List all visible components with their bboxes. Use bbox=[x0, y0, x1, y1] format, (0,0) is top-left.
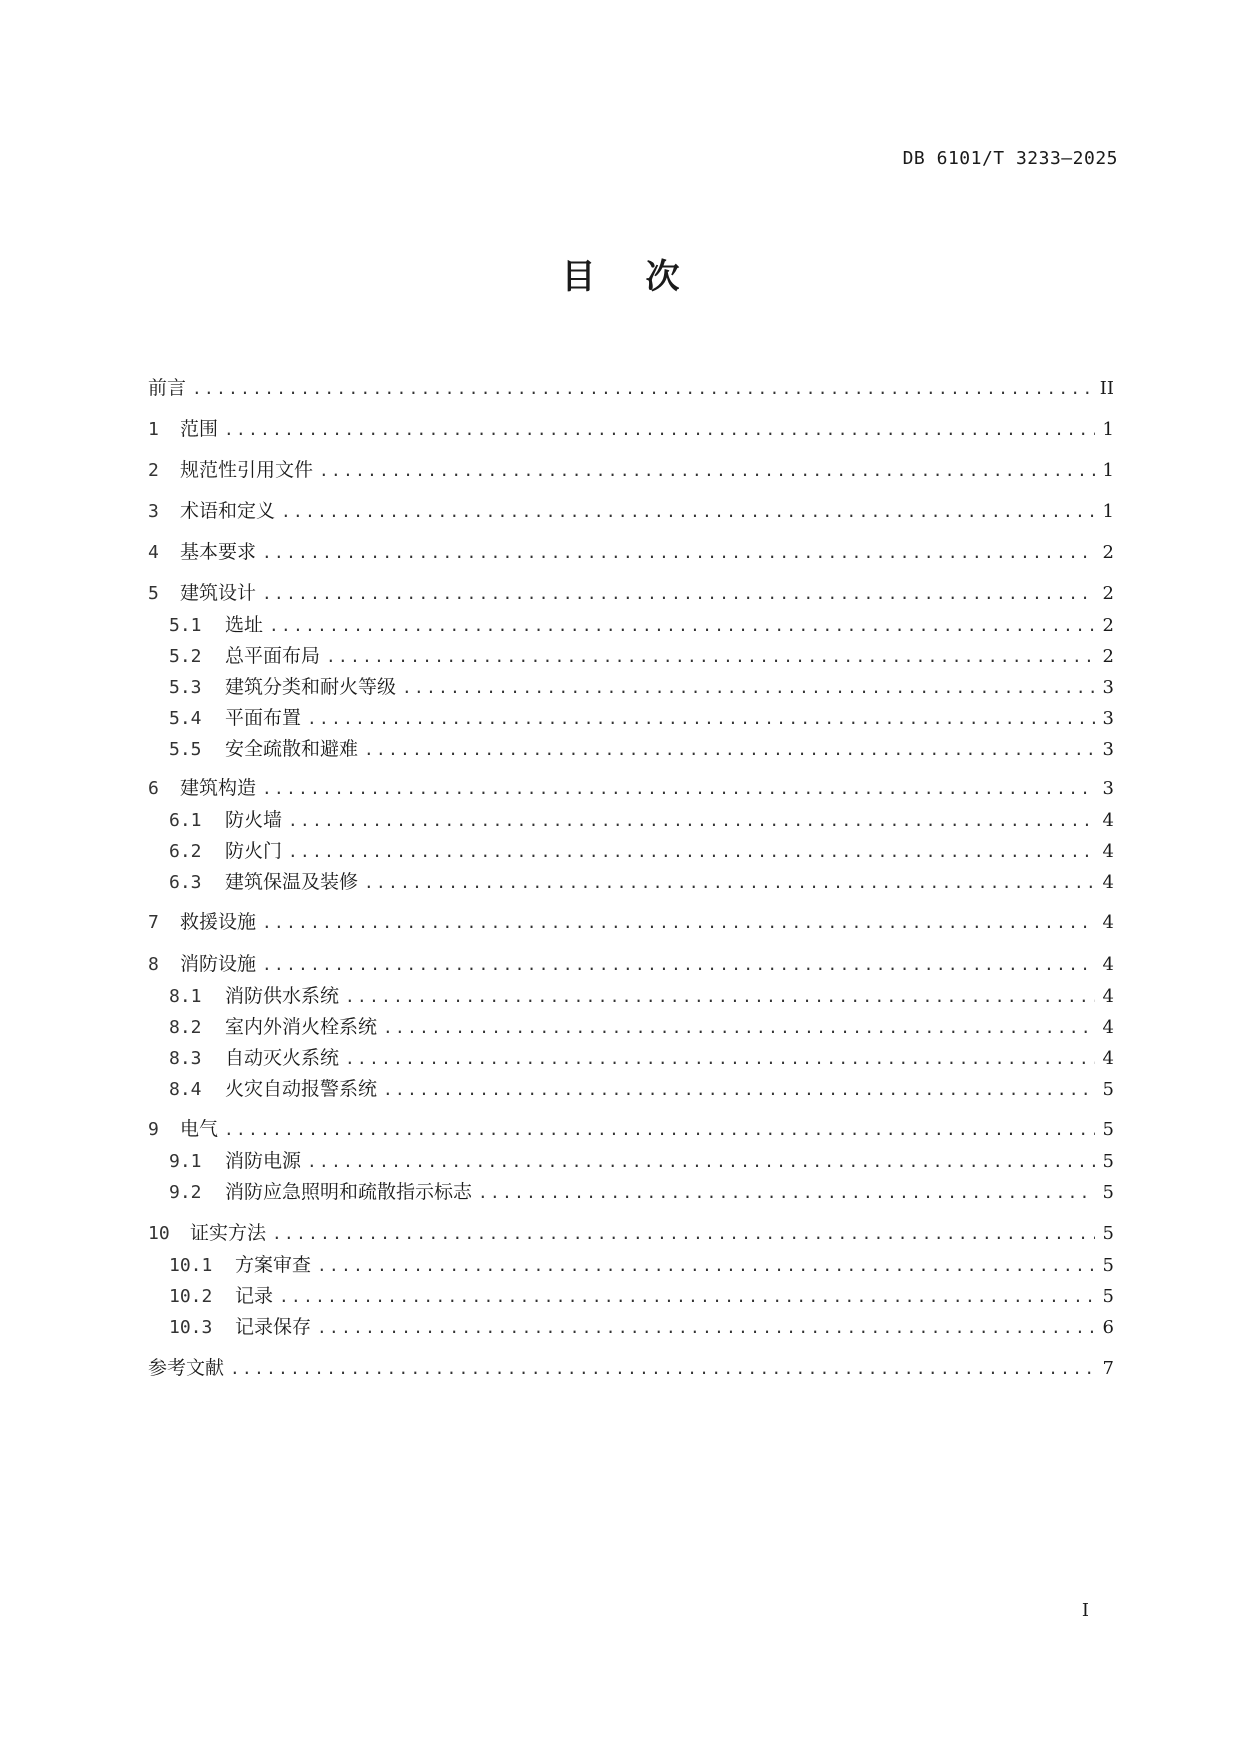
toc-subentry[interactable] bbox=[169, 643, 1114, 669]
toc-entry-label: 总平面布局 bbox=[225, 645, 321, 667]
toc-entry-label: 防火墙 bbox=[225, 809, 283, 831]
toc-entry-page: 4 bbox=[1102, 986, 1114, 1007]
toc-leader-dots bbox=[317, 1253, 1095, 1279]
toc-entry-label: 救援设施 bbox=[180, 911, 257, 933]
toc-entry-label: 建筑保温及装修 bbox=[225, 871, 359, 893]
toc-leader-dots bbox=[319, 458, 1095, 484]
toc-entry-label: 室内外消火栓系统 bbox=[225, 1016, 378, 1038]
toc-entry-number: 8 bbox=[148, 954, 159, 975]
toc-entry-label: 消防电源 bbox=[225, 1150, 302, 1172]
toc-leader-dots bbox=[478, 1180, 1095, 1206]
toc-entry-label: 前言 bbox=[148, 377, 187, 399]
toc-leader-dots bbox=[383, 1077, 1095, 1103]
toc-subentry[interactable] bbox=[169, 1045, 1114, 1071]
toc-entry-page: 7 bbox=[1102, 1358, 1114, 1379]
toc-entry-page: 5 bbox=[1102, 1151, 1114, 1172]
toc-entry-page: 2 bbox=[1102, 583, 1114, 604]
toc-entry-page: 3 bbox=[1102, 778, 1114, 799]
toc-subentry[interactable] bbox=[169, 1283, 1114, 1309]
toc-entry-number: 10.3 bbox=[169, 1317, 213, 1338]
toc-entry-number: 3 bbox=[148, 501, 159, 522]
toc-leader-dots bbox=[224, 417, 1095, 443]
toc-leader-dots bbox=[279, 1284, 1095, 1310]
toc-entry-number: 6.3 bbox=[169, 872, 202, 893]
toc-entry-number: 6.1 bbox=[169, 810, 202, 831]
toc-leader-dots bbox=[326, 644, 1095, 670]
toc-entry[interactable] bbox=[148, 498, 1114, 524]
toc-entry-label: 选址 bbox=[225, 614, 264, 636]
toc-subentry[interactable] bbox=[169, 1014, 1114, 1040]
toc-entry-page: 5 bbox=[1102, 1286, 1114, 1307]
toc-entry[interactable] bbox=[148, 539, 1114, 565]
toc-entry-label: 消防应急照明和疏散指示标志 bbox=[225, 1181, 473, 1203]
toc-leader-dots bbox=[383, 1015, 1095, 1041]
toc-entry-number: 5.5 bbox=[169, 739, 202, 760]
toc-entry[interactable] bbox=[148, 1355, 1114, 1381]
toc-entry-page: 5 bbox=[1102, 1255, 1114, 1276]
toc-entry-page: 5 bbox=[1102, 1223, 1114, 1244]
toc-leader-dots bbox=[262, 910, 1095, 936]
toc-entry[interactable] bbox=[148, 580, 1114, 606]
toc-entry-page: 4 bbox=[1102, 1017, 1114, 1038]
toc-leader-dots bbox=[307, 706, 1095, 732]
document-code: DB 6101/T 3233—2025 bbox=[902, 148, 1118, 169]
toc-entry-number: 5.4 bbox=[169, 708, 202, 729]
page-title: 目次 bbox=[561, 257, 730, 297]
toc-entry-label: 范围 bbox=[180, 418, 219, 440]
toc-entry-label: 建筑构造 bbox=[180, 777, 257, 799]
toc-entry-number: 8.3 bbox=[169, 1048, 202, 1069]
toc-entry-page: II bbox=[1099, 378, 1114, 399]
toc-leader-dots bbox=[345, 984, 1095, 1010]
toc-entry-page: 3 bbox=[1102, 708, 1114, 729]
toc-entry-page: 4 bbox=[1102, 912, 1114, 933]
toc-subentry[interactable] bbox=[169, 705, 1114, 731]
toc-entry-label: 方案审查 bbox=[235, 1254, 312, 1276]
toc-leader-dots bbox=[281, 499, 1095, 525]
toc-leader-dots bbox=[345, 1046, 1095, 1072]
toc-entry-number: 4 bbox=[148, 542, 159, 563]
toc-entry-number: 5 bbox=[148, 583, 159, 604]
toc-leader-dots bbox=[224, 1117, 1095, 1143]
toc-entry-label: 安全疏散和避难 bbox=[225, 738, 359, 760]
toc-entry-number: 6.2 bbox=[169, 841, 202, 862]
toc-subentry[interactable] bbox=[169, 869, 1114, 895]
toc-entry-page: 5 bbox=[1102, 1182, 1114, 1203]
toc-entry-number: 5.2 bbox=[169, 646, 202, 667]
toc-entry-page: 2 bbox=[1102, 646, 1114, 667]
toc-entry[interactable] bbox=[148, 416, 1114, 442]
toc-entry-label: 防火门 bbox=[225, 840, 283, 862]
toc-entry-page: 1 bbox=[1102, 419, 1114, 440]
toc-entry-number: 9.1 bbox=[169, 1151, 202, 1172]
toc-subentry[interactable] bbox=[169, 1179, 1114, 1205]
toc-entry-page: 3 bbox=[1102, 739, 1114, 760]
toc-leader-dots bbox=[230, 1356, 1095, 1382]
toc-entry-page: 5 bbox=[1102, 1119, 1114, 1140]
toc-subentry[interactable] bbox=[169, 1148, 1114, 1174]
toc-subentry[interactable] bbox=[169, 612, 1114, 638]
toc-entry-number: 10.2 bbox=[169, 1286, 213, 1307]
toc-entry-label: 记录 bbox=[235, 1285, 274, 1307]
toc-entry-number: 1 bbox=[148, 419, 159, 440]
toc-subentry[interactable] bbox=[169, 807, 1114, 833]
toc-entry-label: 建筑设计 bbox=[180, 582, 257, 604]
toc-entry-number: 9 bbox=[148, 1119, 159, 1140]
toc-entry-label: 参考文献 bbox=[148, 1357, 225, 1379]
toc-entry[interactable] bbox=[148, 951, 1114, 977]
toc-entry-label: 平面布置 bbox=[225, 707, 302, 729]
toc-entry-number: 8.1 bbox=[169, 986, 202, 1007]
toc-leader-dots bbox=[272, 1221, 1095, 1247]
toc-leader-dots bbox=[262, 952, 1095, 978]
toc-entry-label: 术语和定义 bbox=[180, 500, 276, 522]
toc-leader-dots bbox=[402, 675, 1095, 701]
toc-leader-dots bbox=[364, 870, 1095, 896]
toc-entry-page: 1 bbox=[1102, 501, 1114, 522]
toc-entry-label: 基本要求 bbox=[180, 541, 257, 563]
toc-subentry[interactable] bbox=[169, 838, 1114, 864]
toc-entry-page: 1 bbox=[1102, 460, 1114, 481]
toc-entry[interactable] bbox=[148, 375, 1114, 401]
toc-entry-number: 10.1 bbox=[169, 1255, 213, 1276]
toc-entry-label: 电气 bbox=[180, 1118, 219, 1140]
toc-leader-dots bbox=[288, 839, 1095, 865]
toc-subentry[interactable] bbox=[169, 1252, 1114, 1278]
toc-entry[interactable] bbox=[148, 457, 1114, 483]
toc-entry-label: 记录保存 bbox=[235, 1316, 312, 1338]
toc-entry-label: 消防设施 bbox=[180, 953, 257, 975]
toc-entry-page: 4 bbox=[1102, 954, 1114, 975]
toc-entry-page: 4 bbox=[1102, 1048, 1114, 1069]
toc-entry-label: 自动灭火系统 bbox=[225, 1047, 340, 1069]
toc-entry-label: 消防供水系统 bbox=[225, 985, 340, 1007]
toc-entry-number: 2 bbox=[148, 460, 159, 481]
toc-entry-page: 2 bbox=[1102, 615, 1114, 636]
toc-leader-dots bbox=[317, 1315, 1095, 1341]
toc-entry-page: 4 bbox=[1102, 810, 1114, 831]
toc-entry-label: 建筑分类和耐火等级 bbox=[225, 676, 397, 698]
toc-entry-page: 4 bbox=[1102, 841, 1114, 862]
toc-leader-dots bbox=[262, 540, 1095, 566]
toc-subentry[interactable] bbox=[169, 983, 1114, 1009]
toc-entry-number: 8.4 bbox=[169, 1079, 202, 1100]
toc-entry-number: 5.1 bbox=[169, 615, 202, 636]
toc-entry[interactable] bbox=[148, 1220, 1114, 1246]
toc-entry-number: 9.2 bbox=[169, 1182, 202, 1203]
toc-leader-dots bbox=[262, 776, 1095, 802]
toc-entry-number: 5.3 bbox=[169, 677, 202, 698]
page-number: I bbox=[1081, 1600, 1089, 1621]
toc-leader-dots bbox=[364, 737, 1095, 763]
toc-entry[interactable] bbox=[148, 775, 1114, 801]
toc-subentry[interactable] bbox=[169, 674, 1114, 700]
toc-entry[interactable] bbox=[148, 1116, 1114, 1142]
toc-subentry[interactable] bbox=[169, 736, 1114, 762]
toc-entry-number: 10 bbox=[148, 1223, 170, 1244]
toc-leader-dots bbox=[307, 1149, 1095, 1175]
toc-leader-dots bbox=[192, 376, 1092, 402]
toc-entry-number: 8.2 bbox=[169, 1017, 202, 1038]
toc-subentry[interactable] bbox=[169, 1314, 1114, 1340]
toc-entry-label: 证实方法 bbox=[190, 1222, 267, 1244]
toc-entry-page: 6 bbox=[1102, 1317, 1114, 1338]
toc-entry[interactable] bbox=[148, 909, 1114, 935]
toc-entry-page: 3 bbox=[1102, 677, 1114, 698]
toc-leader-dots bbox=[262, 581, 1095, 607]
toc-entry-page: 2 bbox=[1102, 542, 1114, 563]
toc-entry-number: 7 bbox=[148, 912, 159, 933]
toc-entry-label: 火灾自动报警系统 bbox=[225, 1078, 378, 1100]
toc-entry-page: 5 bbox=[1102, 1079, 1114, 1100]
toc-entry-label: 规范性引用文件 bbox=[180, 459, 314, 481]
toc-leader-dots bbox=[269, 613, 1095, 639]
toc-subentry[interactable] bbox=[169, 1076, 1114, 1102]
toc-entry-number: 6 bbox=[148, 778, 159, 799]
toc-entry-page: 4 bbox=[1102, 872, 1114, 893]
toc-leader-dots bbox=[288, 808, 1095, 834]
